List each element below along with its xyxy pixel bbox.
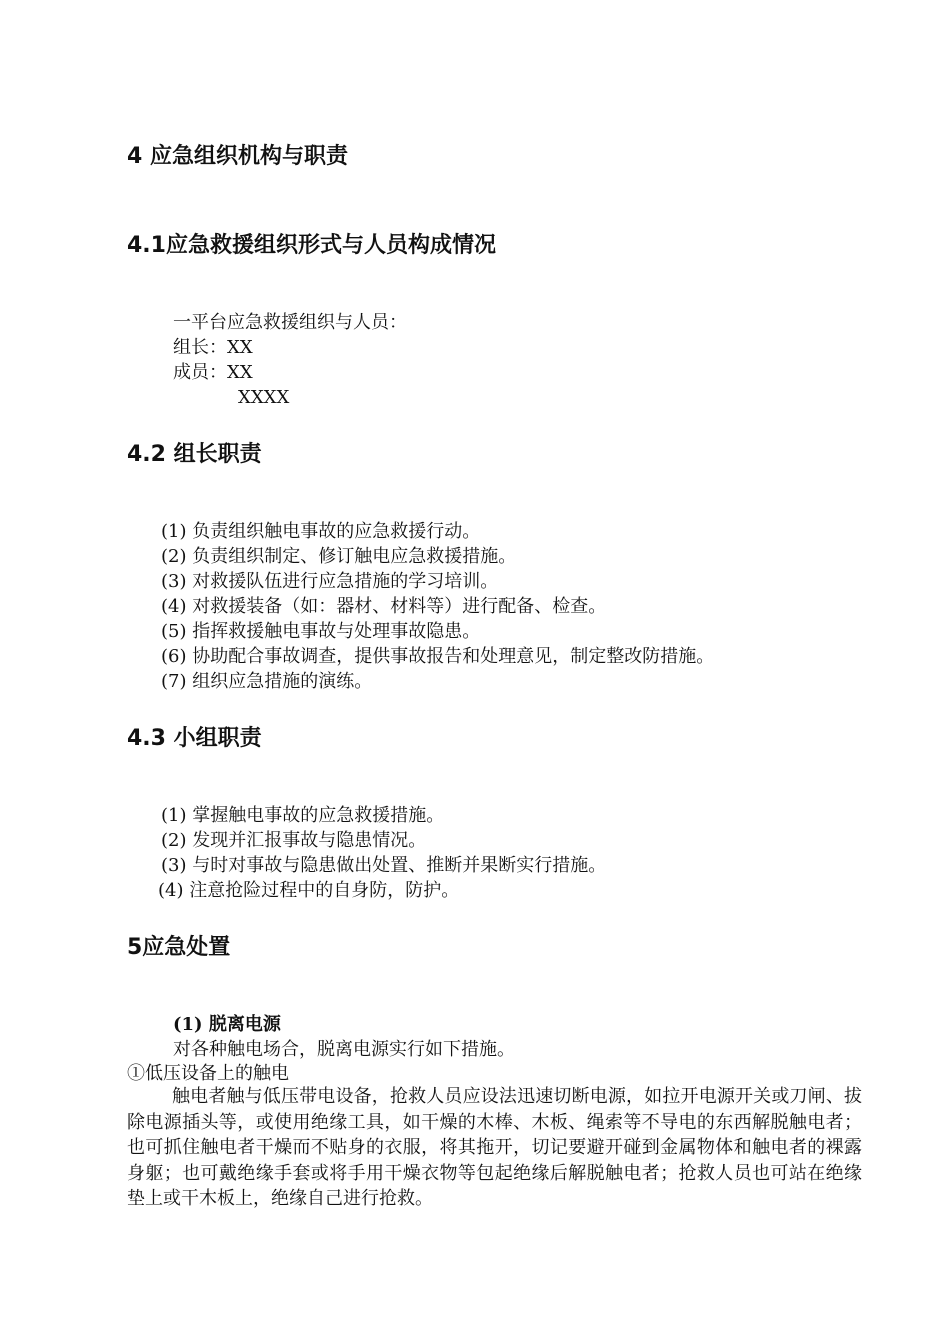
section-4-2-heading: 4.2 组长职责 (127, 442, 262, 467)
section-4-heading: 4 应急组织机构与职责 (127, 144, 348, 169)
disconnect-power-subheading: (1) 脱离电源 (173, 1014, 281, 1035)
members-continuation-line: XXXX (238, 387, 290, 408)
leader-duty-item: (1) 负责组织触电事故的应急救援行动。 (161, 521, 481, 542)
team-duty-item: (2) 发现并汇报事故与隐患情况。 (161, 830, 427, 851)
leader-line: 组长：XX (173, 337, 253, 358)
team-duty-item: (3) 与时对事故与隐患做出处置、推断并果断实行措施。 (161, 855, 607, 876)
leader-duty-item: (4) 对救援装备（如：器材、材料等）进行配备、检查。 (161, 596, 607, 617)
leader-duty-item: (3) 对救援队伍进行应急措施的学习培训。 (161, 571, 499, 592)
section-4-3-heading: 4.3 小组职责 (127, 726, 262, 751)
team-duty-item: (4) 注意抢险过程中的自身防，防护。 (158, 880, 460, 901)
members-line: 成员：XX (173, 362, 253, 383)
leader-duty-item: (2) 负责组织制定、修订触电应急救援措施。 (161, 546, 517, 567)
section-4-1-heading: 4.1应急救援组织形式与人员构成情况 (127, 233, 496, 258)
leader-duty-item: (7) 组织应急措施的演练。 (161, 671, 373, 692)
low-voltage-case-title: ①低压设备上的触电 (127, 1063, 289, 1084)
low-voltage-case-paragraph: 触电者触与低压带电设备，抢救人员应设法迅速切断电源，如拉开电源开关或刀闸、拔除电源插头等，或使用绝缘工具，如干燥的木棒、木板、绳索等不导电的东西解脱触电者；也可抓住触电者干燥而不贴身的衣服，将其拖开，切记要避开碰到金属物体和触电者的裸露身躯；也可戴绝缘手套或将手用干燥衣物等包起绝缘后解脱触电者；抢救人员也可站在绝缘垫上或干木板上，绝缘自己进行抢救。 (127, 1086, 862, 1209)
section-5-heading: 5应急处置 (127, 935, 231, 960)
disconnect-intro: 对各种触电场合，脱离电源实行如下措施。 (173, 1039, 515, 1060)
leader-duty-item: (5) 指挥救援触电事故与处理事故隐患。 (161, 621, 481, 642)
leader-duty-item: (6) 协助配合事故调查，提供事故报告和处理意见，制定整改防措施。 (161, 646, 715, 667)
team-duty-item: (1) 掌握触电事故的应急救援措施。 (161, 805, 445, 826)
org-intro-line: 一平台应急救援组织与人员： (173, 312, 407, 333)
